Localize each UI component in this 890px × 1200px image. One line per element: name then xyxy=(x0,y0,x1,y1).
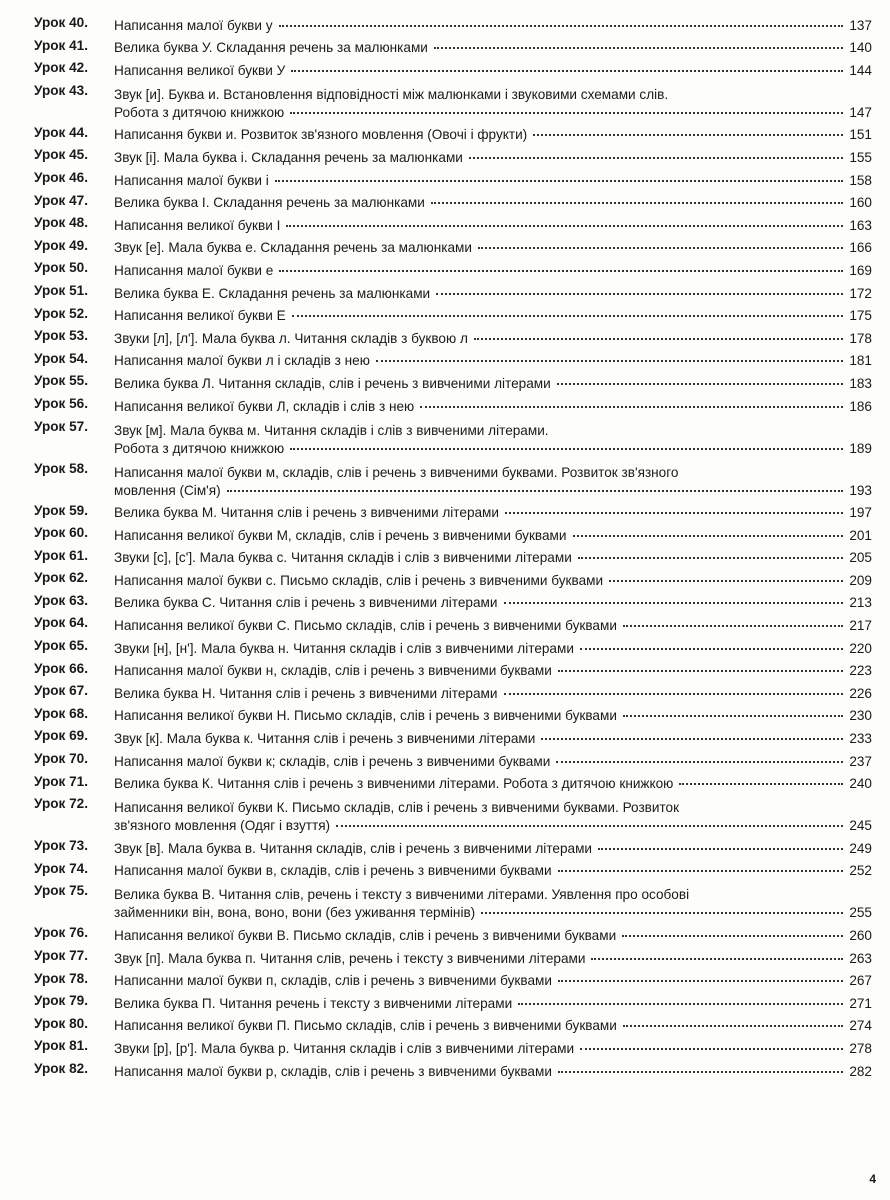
lesson-title xyxy=(114,972,872,990)
lesson-title xyxy=(114,307,872,325)
toc-entry xyxy=(34,545,872,568)
lesson-number: Урок 70. xyxy=(34,751,89,767)
lesson-title xyxy=(114,753,872,771)
lesson-page-number: 140 xyxy=(849,40,872,56)
lesson-title-line: Написання малої букви і xyxy=(114,172,269,188)
lesson-page-number: 278 xyxy=(849,1040,872,1056)
lesson-title xyxy=(114,285,872,303)
lesson-number: Урок 51. xyxy=(34,282,89,298)
lesson-title-line: Написання букви и. Розвиток зв'язного мовлення (Овочі і фрукти) xyxy=(114,127,528,143)
dot-leader xyxy=(580,1048,843,1050)
lesson-title xyxy=(114,352,872,370)
dot-leader xyxy=(504,602,844,604)
dot-leader xyxy=(504,693,844,695)
dot-leader xyxy=(436,293,843,295)
dot-leader xyxy=(469,157,843,159)
lesson-title-line: Робота з дитячою книжкою xyxy=(114,440,285,456)
lesson-title xyxy=(114,239,872,257)
dot-leader xyxy=(558,870,844,872)
lesson-number: Урок 62. xyxy=(34,570,89,586)
lesson-title-line: Велика буква С. Читання слів і речень з вивченими літерами xyxy=(114,595,498,611)
toc-entry xyxy=(34,80,872,122)
lesson-title xyxy=(114,730,872,748)
lesson-page-number: 223 xyxy=(849,663,872,679)
lesson-number: Урок 45. xyxy=(34,147,89,163)
dot-leader xyxy=(558,980,843,982)
lesson-title xyxy=(114,1040,872,1058)
lesson-title xyxy=(114,640,872,658)
dot-leader xyxy=(623,1025,843,1027)
toc-entry xyxy=(34,990,872,1013)
lesson-page-number: 147 xyxy=(849,104,872,120)
toc-entry xyxy=(34,1035,872,1058)
lesson-page-number: 186 xyxy=(849,398,872,414)
dot-leader xyxy=(558,1071,843,1073)
lesson-title xyxy=(114,217,872,235)
lesson-number: Урок 77. xyxy=(34,948,89,963)
toc-entry xyxy=(34,12,872,35)
lesson-title-line: Звук [м]. Мала буква м. Читання складів і слів з вивченими літерами. xyxy=(114,422,549,438)
lesson-title xyxy=(114,594,872,612)
lesson-page-number: 220 xyxy=(849,640,872,656)
lesson-number: Урок 44. xyxy=(34,124,89,140)
lesson-title-line: Написання малої букви н, складів, слів і речень з вивченими буквами xyxy=(114,663,552,679)
toc-entry xyxy=(34,635,872,658)
toc-entry xyxy=(34,348,872,371)
lesson-page-number: 151 xyxy=(849,127,872,143)
lesson-title xyxy=(114,950,872,968)
dot-leader xyxy=(623,715,843,717)
lesson-title-line: Написання малої букви л і складів з нею xyxy=(114,353,370,369)
lesson-number: Урок 76. xyxy=(34,925,89,941)
toc-entry xyxy=(34,1058,872,1081)
dot-leader xyxy=(591,958,843,960)
lesson-title-line: Велика буква П. Читання речень і тексту з вивченими літерами xyxy=(114,995,513,1011)
lesson-title-line: Написання малої букви с. Письмо складів, слів і речень з вивченими буквами xyxy=(114,572,604,588)
dot-leader xyxy=(279,270,843,272)
lesson-number: Урок 80. xyxy=(34,1015,89,1031)
lesson-title xyxy=(114,1017,872,1035)
lesson-number: Урок 40. xyxy=(34,15,89,30)
toc-entry xyxy=(34,703,872,726)
lesson-title xyxy=(114,262,872,280)
lesson-title-line: Велика буква Е. Складання речень за малюнками xyxy=(114,285,431,301)
lesson-title xyxy=(114,149,872,167)
lesson-title xyxy=(114,775,872,793)
lesson-page-number: 205 xyxy=(849,550,872,566)
toc-entry xyxy=(34,35,872,58)
lesson-title xyxy=(114,330,872,348)
lesson-page-number: 172 xyxy=(849,285,872,301)
lesson-page-number: 213 xyxy=(849,595,872,611)
lesson-title xyxy=(114,398,872,416)
toc-entry xyxy=(34,144,872,167)
toc-entry xyxy=(34,771,872,794)
lesson-number: Урок 43. xyxy=(34,82,89,98)
lesson-title xyxy=(114,422,872,458)
lesson-number: Урок 82. xyxy=(34,1060,89,1076)
lesson-page-number: 209 xyxy=(849,572,872,588)
lesson-title-line: Велика буква І. Складання речень за малюнками xyxy=(114,195,425,211)
lesson-title-line: Написання великої букви К. Письмо складів, слів і речень з вивченими буквами. Розвиток xyxy=(114,800,680,816)
lesson-title xyxy=(114,549,872,567)
lesson-page-number: 181 xyxy=(849,353,872,369)
lesson-title-line: Написання малої букви в, складів, слів і речень з вивченими буквами xyxy=(114,863,552,879)
lesson-title-line: Звук [и]. Буква и. Встановлення відповідності між малюнками і звуковими схемами слів. xyxy=(114,86,669,102)
dot-leader xyxy=(291,70,843,72)
lesson-title-line: Велика буква У. Складання речень за малюнками xyxy=(114,40,428,56)
lesson-number: Урок 68. xyxy=(34,705,89,721)
lesson-page-number: 233 xyxy=(849,731,872,747)
toc-entry xyxy=(34,945,872,968)
lesson-number: Урок 81. xyxy=(34,1038,89,1054)
lesson-page-number: 197 xyxy=(849,505,872,521)
lesson-page-number: 267 xyxy=(849,973,872,989)
lesson-title-line: Велика буква Л. Читання складів, слів і речень з вивченими літерами xyxy=(114,375,551,391)
lesson-number: Урок 60. xyxy=(34,525,89,541)
lesson-title xyxy=(114,707,872,725)
toc-entry xyxy=(34,167,872,190)
lesson-title-line: Звуки [л], [л']. Мала буква л. Читання складів з буквою л xyxy=(114,330,468,346)
lesson-title xyxy=(114,927,872,945)
dot-leader xyxy=(434,47,843,49)
lesson-title-line: Звук [в]. Мала буква в. Читання складів, слів і речень з вивченими літерами xyxy=(114,840,593,856)
lesson-title-line: Написання малої букви к; складів, слів і речень з вивченими буквами xyxy=(114,753,551,769)
dot-leader xyxy=(290,448,843,450)
dot-leader xyxy=(622,935,843,937)
lesson-number: Урок 72. xyxy=(34,796,89,812)
lesson-title-line: мовлення (Сім'я) xyxy=(114,482,221,498)
dot-leader xyxy=(336,825,843,827)
dot-leader xyxy=(227,490,844,492)
lesson-title xyxy=(114,62,872,80)
toc-entry xyxy=(34,567,872,590)
toc-entry xyxy=(34,303,872,326)
lesson-page-number: 175 xyxy=(849,308,872,324)
dot-leader xyxy=(478,247,843,249)
lesson-title-line: Написання великої букви Л, складів і слів з нею xyxy=(114,398,415,414)
dot-leader xyxy=(679,783,843,785)
lesson-title-line: Написання великої букви У xyxy=(114,62,286,78)
lesson-number: Урок 79. xyxy=(34,993,89,1009)
lesson-page-number: 189 xyxy=(849,440,872,456)
lesson-title-line: Написання великої букви В. Письмо складів, слів і речень з вивченими буквами xyxy=(114,928,617,943)
lesson-title xyxy=(114,17,872,35)
dot-leader xyxy=(557,383,844,385)
dot-leader xyxy=(275,180,844,182)
lesson-page-number: 255 xyxy=(849,905,872,921)
lesson-title-line: Велика буква М. Читання слів і речень з вивченими літерами xyxy=(114,505,499,521)
toc-entry xyxy=(34,658,872,681)
toc-entry xyxy=(34,257,872,280)
lesson-title xyxy=(114,86,872,122)
lesson-page-number: 144 xyxy=(849,62,872,78)
toc-entry xyxy=(34,1013,872,1036)
dot-leader xyxy=(609,580,843,582)
table-of-contents xyxy=(34,12,872,1081)
lesson-page-number: 137 xyxy=(849,17,872,33)
lesson-page-number: 158 xyxy=(849,172,872,188)
dot-leader xyxy=(580,648,843,650)
lesson-page-number: 240 xyxy=(849,776,872,792)
lesson-number: Урок 56. xyxy=(34,395,89,411)
lesson-number: Урок 53. xyxy=(34,328,89,344)
dot-leader xyxy=(558,670,843,672)
lesson-title xyxy=(114,572,872,590)
lesson-number: Урок 58. xyxy=(34,460,89,476)
lesson-title-line: Звуки [с], [с']. Мала буква с. Читання складів і слів з вивченими літерами xyxy=(114,550,572,566)
dot-leader xyxy=(541,738,843,740)
toc-entry xyxy=(34,748,872,771)
lesson-number: Урок 59. xyxy=(34,502,89,518)
lesson-number: Урок 49. xyxy=(34,237,89,253)
lesson-title xyxy=(114,799,872,835)
lesson-page-number: 155 xyxy=(849,149,872,165)
lesson-title xyxy=(114,527,872,545)
lesson-page-number: 178 xyxy=(849,330,872,346)
lesson-title-line: зв'язного мовлення (Одяг і взуття) xyxy=(114,818,331,834)
toc-entry xyxy=(34,122,872,145)
lesson-title xyxy=(114,194,872,212)
lesson-title xyxy=(114,685,872,703)
lesson-title xyxy=(114,464,872,500)
lesson-title-line: Велика буква Н. Читання слів і речень з вивченими літерами xyxy=(114,685,498,701)
lesson-number: Урок 67. xyxy=(34,683,89,699)
lesson-number: Урок 41. xyxy=(34,37,89,53)
toc-entry xyxy=(34,280,872,303)
lesson-page-number: 237 xyxy=(849,753,872,769)
lesson-number: Урок 61. xyxy=(34,547,89,563)
lesson-number: Урок 55. xyxy=(34,373,89,389)
dot-leader xyxy=(481,912,843,914)
toc-entry xyxy=(34,393,872,416)
lesson-page-number: 252 xyxy=(849,863,872,879)
lesson-page-number: 160 xyxy=(849,195,872,211)
page-number: 4 xyxy=(869,1172,876,1186)
lesson-title xyxy=(114,662,872,680)
lesson-title xyxy=(114,504,872,522)
lesson-number: Урок 63. xyxy=(34,592,89,608)
lesson-title-line: Звуки [н], [н']. Мала буква н. Читання складів і слів з вивченими літерами xyxy=(114,640,574,656)
lesson-title xyxy=(114,617,872,635)
lesson-number: Урок 42. xyxy=(34,60,89,76)
dot-leader xyxy=(292,315,844,317)
lesson-page-number: 263 xyxy=(849,950,872,966)
dot-leader xyxy=(533,134,843,136)
lesson-page-number: 249 xyxy=(849,840,872,856)
toc-entry xyxy=(34,57,872,80)
dot-leader xyxy=(376,360,843,362)
lesson-title-line: Написання малої букви е xyxy=(114,262,274,278)
lesson-page-number: 245 xyxy=(849,818,872,834)
lesson-number: Урок 46. xyxy=(34,169,89,185)
lesson-title-line: Велика буква В. Читання слів, речень і тексту з вивченими літерами. Уявлення про особові xyxy=(114,887,690,903)
lesson-page-number: 183 xyxy=(849,375,872,391)
dot-leader xyxy=(474,338,843,340)
toc-entry xyxy=(34,793,872,835)
lesson-title-line: Звук [е]. Мала буква е. Складання речень за малюнками xyxy=(114,240,472,256)
lesson-page-number: 260 xyxy=(849,928,872,943)
lesson-number: Урок 47. xyxy=(34,192,89,208)
lesson-title-line: Написання великої букви Е xyxy=(114,308,286,324)
lesson-title xyxy=(114,1063,872,1081)
lesson-number: Урок 48. xyxy=(34,215,89,231)
lesson-page-number: 226 xyxy=(849,685,872,701)
lesson-number: Урок 52. xyxy=(34,305,89,321)
toc-entry xyxy=(34,858,872,881)
lesson-title-line: Написання малої букви р, складів, слів і речень з вивченими буквами xyxy=(114,1063,552,1079)
lesson-number: Урок 75. xyxy=(34,883,89,899)
lesson-title-line: Велика буква К. Читання слів і речень з вивченими літерами. Робота з дитячою книжкою xyxy=(114,776,674,792)
lesson-title-line: Робота з дитячою книжкою xyxy=(114,104,285,120)
lesson-page-number: 163 xyxy=(849,217,872,233)
toc-entry xyxy=(34,235,872,258)
toc-entry xyxy=(34,968,872,991)
toc-entry xyxy=(34,880,872,922)
dot-leader xyxy=(623,625,843,627)
lesson-title xyxy=(114,862,872,880)
lesson-number: Урок 66. xyxy=(34,660,89,676)
lesson-title xyxy=(114,126,872,144)
toc-entry xyxy=(34,922,872,945)
lesson-title-line: Звуки [р], [р']. Мала буква р. Читання складів і слів з вивченими літерами xyxy=(114,1040,575,1056)
toc-entry xyxy=(34,500,872,523)
lesson-number: Урок 78. xyxy=(34,970,89,986)
dot-leader xyxy=(518,1003,843,1005)
lesson-title xyxy=(114,39,872,57)
lesson-number: Урок 50. xyxy=(34,260,89,276)
lesson-number: Урок 71. xyxy=(34,773,89,789)
toc-entry xyxy=(34,370,872,393)
dot-leader xyxy=(279,25,844,27)
lesson-title-line: займенники він, вона, воно, вони (без уживання термінів) xyxy=(114,905,476,921)
dot-leader xyxy=(573,535,844,537)
lesson-number: Урок 73. xyxy=(34,838,89,854)
lesson-number: Урок 74. xyxy=(34,860,89,876)
lesson-title-line: Написання малої букви м, складів, слів і речень з вивченими буквами. Розвиток зв'язного xyxy=(114,464,679,480)
lesson-page-number: 274 xyxy=(849,1018,872,1034)
lesson-title-line: Написання великої букви І xyxy=(114,217,281,233)
toc-entry xyxy=(34,612,872,635)
toc-entry xyxy=(34,725,872,748)
lesson-title-line: Написання великої букви М, складів, слів і речень з вивченими буквами xyxy=(114,527,567,543)
lesson-title-line: Написання малої букви у xyxy=(114,17,273,33)
dot-leader xyxy=(286,225,843,227)
toc-entry xyxy=(34,458,872,500)
lesson-title-line: Звук [п]. Мала буква п. Читання слів, речень і тексту з вивченими літерами xyxy=(114,950,586,966)
toc-entry xyxy=(34,590,872,613)
toc-entry xyxy=(34,416,872,458)
toc-entry xyxy=(34,190,872,213)
toc-entry xyxy=(34,680,872,703)
dot-leader xyxy=(556,761,843,763)
lesson-title-line: Написанни малої букви п, складів, слів і речень з вивченими буквами xyxy=(114,973,552,989)
toc-entry xyxy=(34,325,872,348)
lesson-page-number: 193 xyxy=(849,482,872,498)
lesson-number: Урок 64. xyxy=(34,615,89,631)
toc-entry xyxy=(34,835,872,858)
dot-leader xyxy=(598,848,843,850)
lesson-page-number: 271 xyxy=(849,995,872,1011)
lesson-title-line: Написання великої букви С. Письмо складів, слів і речень з вивченими буквами xyxy=(114,618,617,634)
lesson-page-number: 201 xyxy=(849,527,872,543)
toc-entry xyxy=(34,522,872,545)
dot-leader xyxy=(505,512,843,514)
lesson-page-number: 166 xyxy=(849,240,872,256)
lesson-number: Урок 69. xyxy=(34,728,89,744)
lesson-title xyxy=(114,840,872,858)
dot-leader xyxy=(431,202,843,204)
lesson-title-line: Звук [і]. Мала буква і. Складання речень за малюнками xyxy=(114,149,463,165)
dot-leader xyxy=(420,406,843,408)
lesson-number: Урок 65. xyxy=(34,638,89,654)
lesson-page-number: 230 xyxy=(849,708,872,724)
toc-entry xyxy=(34,212,872,235)
lesson-title-line: Написання великої букви П. Письмо складів, слів і речень з вивченими буквами xyxy=(114,1018,617,1034)
lesson-title xyxy=(114,172,872,190)
lesson-number: Урок 54. xyxy=(34,350,89,366)
lesson-page-number: 282 xyxy=(849,1063,872,1079)
lesson-page-number: 217 xyxy=(849,618,872,634)
lesson-title-line: Звук [к]. Мала буква к. Читання слів і речень з вивченими літерами xyxy=(114,731,536,747)
lesson-page-number: 169 xyxy=(849,262,872,278)
lesson-number: Урок 57. xyxy=(34,418,89,434)
lesson-title xyxy=(114,375,872,393)
dot-leader xyxy=(290,112,843,114)
dot-leader xyxy=(578,557,844,559)
lesson-title xyxy=(114,886,872,922)
lesson-title xyxy=(114,995,872,1013)
lesson-title-line: Написання великої букви Н. Письмо складів, слів і речень з вивченими буквами xyxy=(114,708,617,724)
